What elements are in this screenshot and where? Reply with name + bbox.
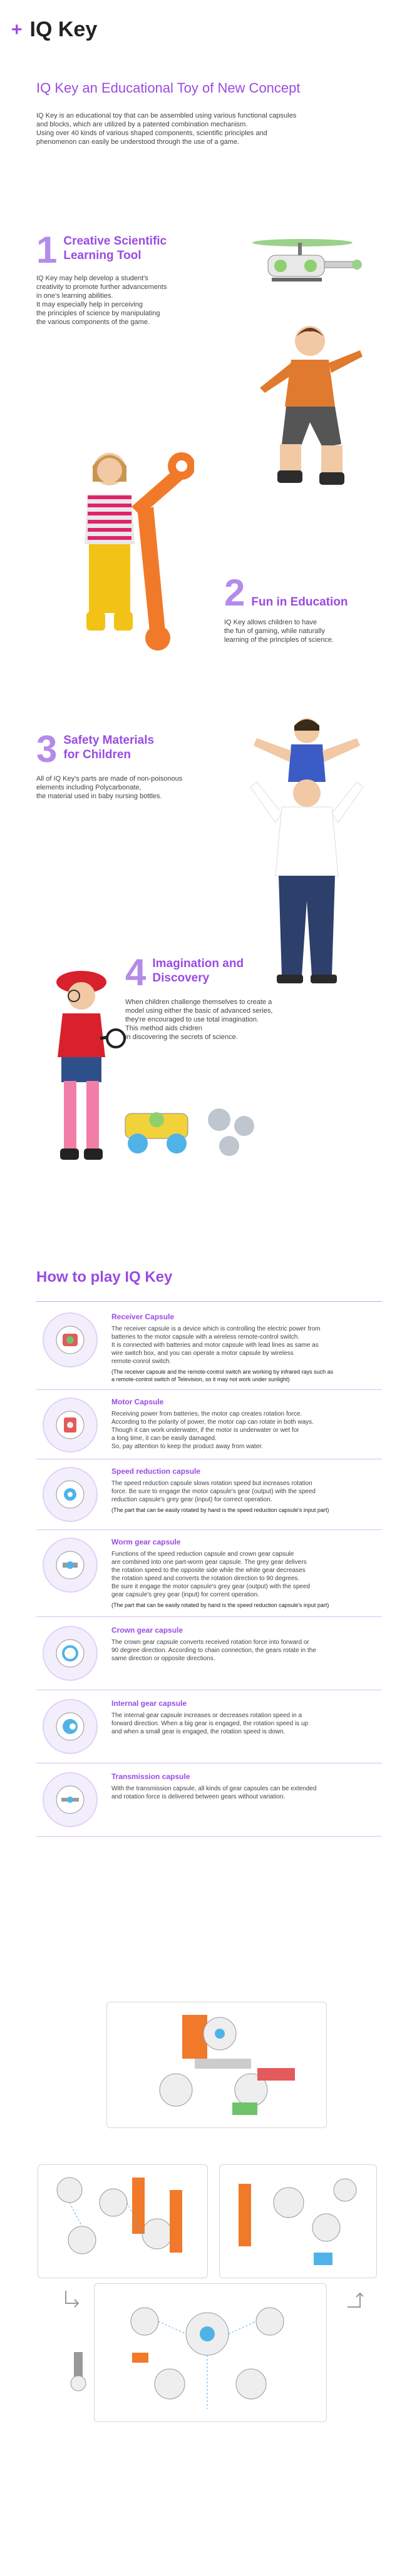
toy-helicopter-image <box>243 225 362 294</box>
exploded-diagram-left <box>38 2164 208 2278</box>
capsule-line: and rotation force is delivered between gears without variation. <box>111 1793 286 1800</box>
feature-line: This method aids chidren <box>125 1025 202 1032</box>
capsule-line: It is connected with batteries and motor capsule with lead lines as same as <box>111 1342 319 1349</box>
capsule-line: According to the polarity of power, the motor cap can rotate in both ways. <box>111 1419 314 1426</box>
feature-line: learning of the principles of science. <box>224 636 334 644</box>
capsule-line: Receiving power from batteries, the motor cap creates rotation force. <box>111 1411 302 1417</box>
intro-text <box>36 111 349 146</box>
capsule-row <box>36 1617 382 1690</box>
feature-line: the various components of the game. <box>36 318 150 326</box>
feature-title: Safety Materials <box>63 734 155 747</box>
feature-line: the principles of science by manipulating <box>36 310 160 317</box>
father-and-child-image <box>244 713 369 988</box>
intro-title: IQ Key an Educational Toy of New Concept <box>36 80 301 96</box>
feature-title: Creative Scientific <box>63 235 167 248</box>
jumping-boy-image <box>247 313 366 494</box>
exploded-diagram-bottom <box>94 2283 327 2422</box>
transmission-capsule-icon <box>43 1772 98 1827</box>
capsule-row <box>36 1459 382 1530</box>
intro-line: IQ Key is an educational toy that can be assembled using various functional capsules <box>36 112 297 119</box>
capsule-line: The crown gear capsule converts received rotation force into forward or <box>111 1639 309 1646</box>
intro-line: phenomenon can easily be understood through the use of a game. <box>36 138 240 146</box>
feature-line: IQ Key allows children to have <box>224 619 317 626</box>
divider <box>36 1301 382 1302</box>
capsule-line: wire switch box, and you can operate a motor capsule by wireless <box>111 1350 294 1357</box>
feature-number: 3 <box>36 728 58 770</box>
capsule-title: Receiver Capsule <box>111 1312 175 1321</box>
capsule-line: the rotation speed to the opposite side while the white gear decreases <box>111 1567 306 1574</box>
capsule-line: The speed reduction capsule slows rotation speed but increases rotation <box>111 1480 312 1487</box>
capsule-title: Transmission capsule <box>111 1772 190 1781</box>
feature-line: in discovering the secrets of science. <box>125 1033 238 1041</box>
capsule-line: 90 degree direction. According to chain connection, the gears rotate in the <box>111 1647 316 1654</box>
assembled-model-image <box>106 2002 327 2128</box>
capsule-line: Be sure it engage the motor capsule's grey gear (output) with the speed <box>111 1583 311 1590</box>
feature-title: Fun in Education <box>251 596 348 609</box>
capsule-note: (The part that can be easily rotated by hand is the speed reduction capsule's input part) <box>111 1602 329 1608</box>
feature-line: the material used in baby nursing bottles. <box>36 793 162 800</box>
speed-reduction-capsule-icon <box>43 1467 98 1522</box>
capsule-note: (The receiver capsule and the remote-control switch are working by infrared rays such as <box>111 1369 334 1375</box>
crown-gear-capsule-icon <box>43 1626 98 1681</box>
arrow-down-right-icon <box>63 2289 81 2308</box>
feature-title: for Children <box>63 748 131 761</box>
capsule-title: Internal gear capsule <box>111 1699 187 1708</box>
motor-capsule-icon <box>43 1397 98 1453</box>
feature-title: Learning Tool <box>63 249 142 262</box>
capsule-list <box>36 1307 382 1837</box>
capsule-line: So, pay attention to keep the product away from water. <box>111 1443 263 1450</box>
receiver-capsule-icon <box>43 1312 98 1367</box>
girl-with-magnifier-image <box>38 963 131 1170</box>
capsule-line: reduction capsule's grey gear (input) for correct operation. <box>111 1496 272 1503</box>
capsule-line: The receiver capsule is a device which is controlling the electric power from <box>111 1326 321 1332</box>
feature-line: the fun of gaming, while naturally <box>224 627 325 635</box>
figure-bottom-left-image <box>69 2346 94 2396</box>
intro-line: Using over 40 kinds of various shaped components, scientific principles and <box>36 129 267 137</box>
feature-line: model using either the basic of advanced series, <box>125 1007 273 1015</box>
toy-car-image <box>119 1095 263 1164</box>
feature-line: in one's learning abilities. <box>36 292 113 300</box>
feature-line: When children challenge themselves to create a <box>125 998 272 1006</box>
worm-gear-capsule-icon <box>43 1538 98 1593</box>
capsule-line: With the transmission capsule, all kinds of gear capsules can be extended <box>111 1785 317 1792</box>
feature-line: IQ Key may help develop a student's <box>36 275 148 282</box>
feature-line: elements including Polycarbonate, <box>36 784 142 791</box>
capsule-row <box>36 1307 382 1390</box>
page-title: IQ Key <box>29 18 98 41</box>
capsule-line: same direction or opposite directions. <box>111 1655 215 1662</box>
feature-line: It may especially help in perceiving <box>36 301 143 308</box>
feature-3 <box>36 728 183 801</box>
capsule-line: the rotation speed and converts the rotation direction to 90 degrees. <box>111 1575 300 1582</box>
internal-gear-capsule-icon <box>43 1699 98 1754</box>
capsule-line: forward direction. When a big gear is engaged, the rotation speed is up <box>111 1720 309 1727</box>
feature-title: Imagination and <box>152 957 244 970</box>
feature-line: All of IQ Key's parts are made of non-poisonous <box>36 775 183 783</box>
capsule-row <box>36 1530 382 1617</box>
exploded-diagram-right <box>219 2164 377 2278</box>
feature-line: creativity to promote further advancements <box>36 283 167 291</box>
feature-title: Discovery <box>152 971 210 985</box>
brand-header <box>11 18 97 42</box>
arrow-up-icon <box>344 2289 363 2308</box>
capsule-note: a remote-control switch of Television, so it may not work under sunlight) <box>111 1376 290 1382</box>
girl-with-wrench-image <box>63 438 194 657</box>
capsule-line: remote-conrol switch. <box>111 1358 172 1365</box>
feature-4 <box>125 951 273 1042</box>
capsule-line: and when a small gear is engaged, the rotation speed is down. <box>111 1728 286 1735</box>
feature-2 <box>224 574 348 644</box>
capsule-title: Motor Capsule <box>111 1397 164 1406</box>
capsule-line: gear capsule's grey gear (input) for corrent operation. <box>111 1591 259 1598</box>
capsule-line: Though it can work underwater, if the motor is underwater or wet for <box>111 1427 299 1434</box>
capsule-line: are combined into one part-worm gear capsule. The grey gear delivers <box>111 1559 307 1566</box>
capsule-line: force. Be sure to engage the motor capsule's gear (output) with the speed <box>111 1488 316 1495</box>
feature-number: 1 <box>36 229 58 271</box>
capsule-line: Functions of the speed reduction capsule and crown gear capsule <box>111 1551 294 1558</box>
capsule-note: (The part that can be easily rotated by hand is the speed reduction capsule's input part) <box>111 1507 329 1513</box>
capsule-title: Speed reduction capsule <box>111 1467 201 1476</box>
feature-number: 4 <box>125 951 147 993</box>
capsule-title: Worm gear capsule <box>111 1538 181 1546</box>
capsule-line: The internal gear capsule increases or decreases rotation speed in a <box>111 1712 302 1719</box>
capsule-row <box>36 1690 382 1763</box>
feature-line: they're encouraged to use total imagination. <box>125 1016 259 1023</box>
capsule-title: Crown gear capsule <box>111 1626 183 1635</box>
intro-line: and blocks, which are utilized by a patented combination mechanism. <box>36 121 248 128</box>
capsule-row <box>36 1390 382 1459</box>
play-section-title: How to play IQ Key <box>36 1269 173 1285</box>
feature-1 <box>36 231 167 327</box>
capsule-row <box>36 1763 382 1837</box>
plus-icon: + <box>11 19 23 40</box>
capsule-line: a long time, it can be easily damaged. <box>111 1435 217 1442</box>
capsule-line: batteries to the motor capsule with a wireless remote-control switch. <box>111 1334 300 1341</box>
feature-number: 2 <box>224 572 245 614</box>
